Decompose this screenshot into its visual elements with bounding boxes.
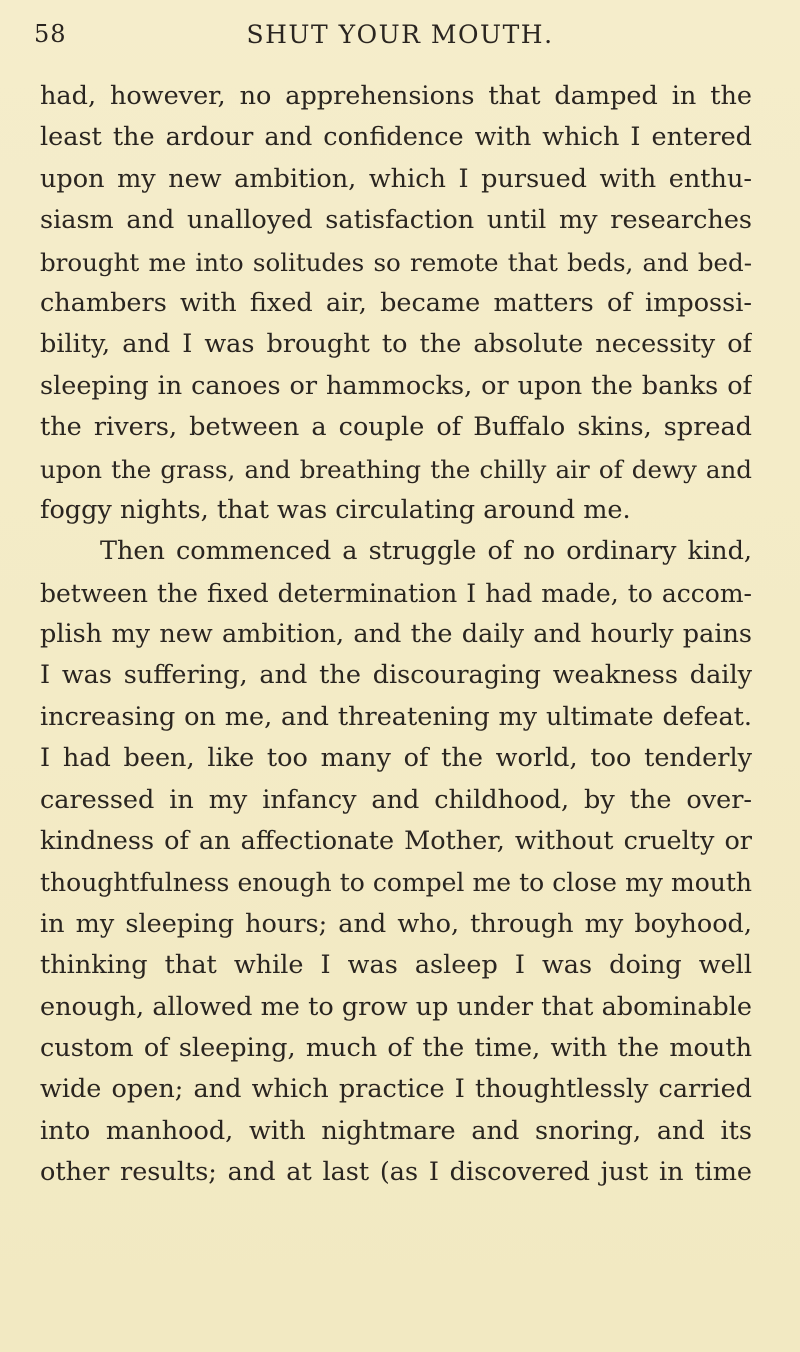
text-line: bility, and I was brought to the absolute necessity of bbox=[40, 329, 752, 360]
text-line: siasm and unalloyed satisfaction until my researches bbox=[40, 205, 752, 236]
text-line: sleeping in canoes or hammocks, or upon the banks of bbox=[40, 370, 752, 401]
text-line: brought me into solitudes so remote that beds, and bed- bbox=[40, 247, 752, 277]
body-text bbox=[40, 76, 752, 1194]
text-line: wide open; and which practice I thoughtlessly carried bbox=[40, 1074, 752, 1105]
text-line: I was suffering, and the discouraging weakness daily bbox=[40, 660, 752, 691]
text-line: upon my new ambition, which I pursued with enthu- bbox=[40, 163, 752, 194]
text-line: caressed in my infancy and childhood, by the over- bbox=[40, 784, 752, 815]
page-number: 58 bbox=[34, 20, 67, 48]
text-line: kindness of an affectionate Mother, without cruelty or bbox=[40, 826, 752, 857]
text-line: between the fixed determination I had made, to accom- bbox=[40, 578, 752, 608]
text-line: thinking that while I was asleep I was doing well bbox=[40, 950, 752, 981]
text-line: other results; and at last (as I discovered just in time bbox=[40, 1157, 752, 1188]
text-line: increasing on me, and threatening my ultimate defeat. bbox=[40, 701, 752, 732]
text-line: chambers with fixed air, became matters of impossi- bbox=[40, 287, 752, 318]
text-line: had, however, no apprehensions that damped in the bbox=[40, 81, 752, 111]
text-line: least the ardour and confidence with which I entered bbox=[40, 122, 752, 153]
text-line: I had been, like too many of the world, too tenderly bbox=[40, 743, 752, 774]
text-line: into manhood, with nightmare and snoring, and its bbox=[40, 1115, 752, 1146]
text-line: in my sleeping hours; and who, through my boyhood, bbox=[40, 908, 752, 939]
text-line: the rivers, between a couple of Buffalo skins, spread bbox=[40, 412, 752, 443]
text-line: Then commenced a struggle of no ordinary kind, bbox=[100, 536, 752, 567]
text-line: foggy nights, that was circulating around me. bbox=[40, 494, 631, 525]
running-title: SHUT YOUR MOUTH. bbox=[246, 20, 554, 49]
text-line: upon the grass, and breathing the chilly air of dewy and bbox=[40, 454, 752, 484]
text-line: custom of sleeping, much of the time, with the mouth bbox=[40, 1032, 752, 1063]
text-line: enough, allowed me to grow up under that abominable bbox=[40, 991, 752, 1022]
text-line: thoughtfulness enough to compel me to close my mouth bbox=[40, 868, 752, 898]
text-line: plish my new ambition, and the daily and hourly pains bbox=[40, 619, 752, 650]
